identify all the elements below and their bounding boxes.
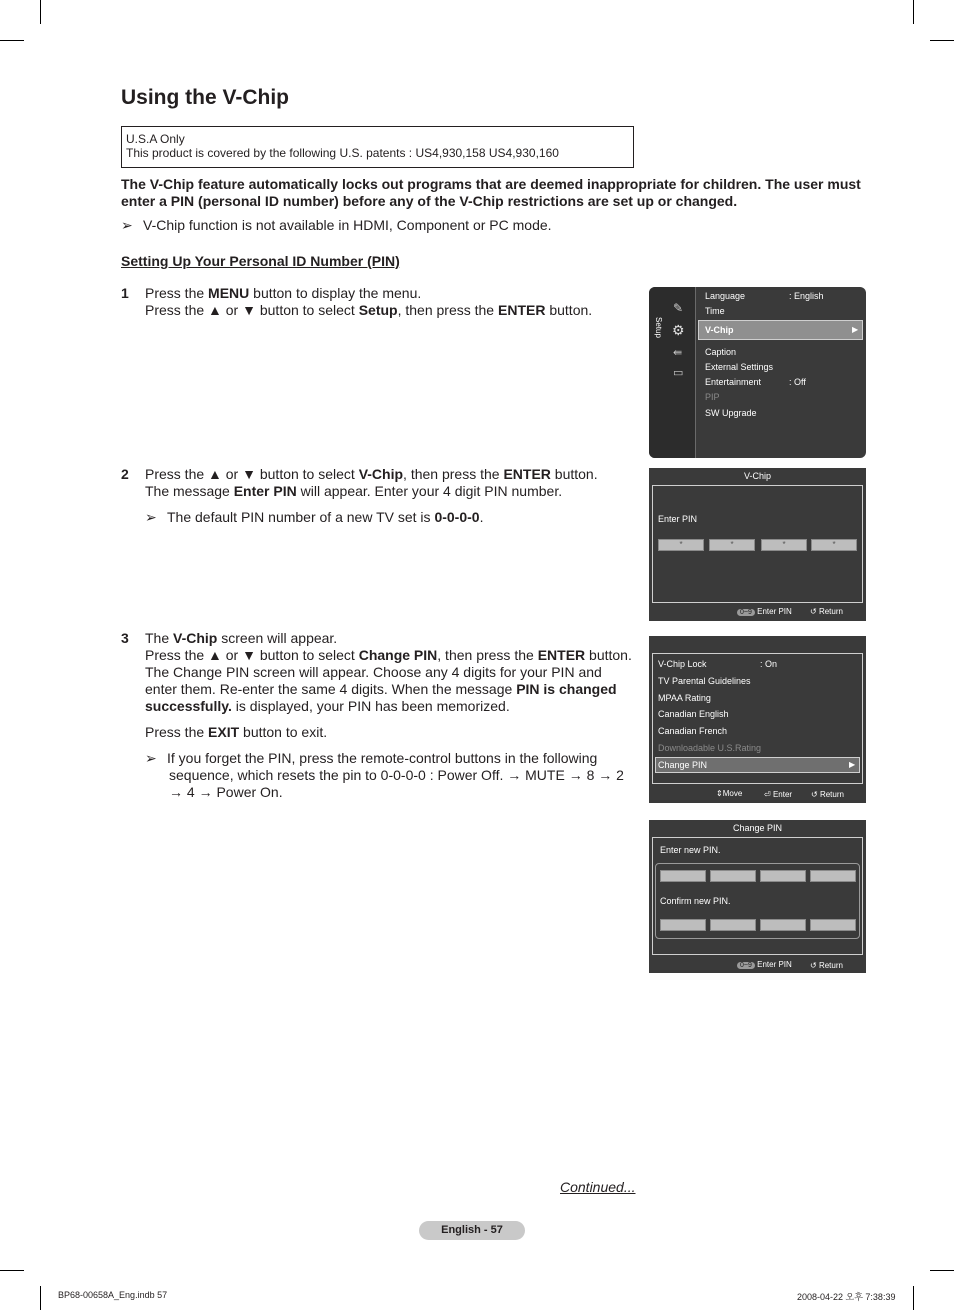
menu-sidebar (649, 287, 695, 458)
enter-pin-prompt: Enter PIN (658, 514, 698, 524)
chevron-right-icon: ▶ (849, 760, 856, 769)
footer-enter[interactable]: ⏎ Enter (764, 790, 793, 799)
menu-item-vchip[interactable]: V-Chip (705, 325, 734, 335)
new-pin-digit-1[interactable] (660, 870, 706, 882)
note-arrow-icon: ➢ (121, 217, 133, 233)
enter-icon: ⏎ (764, 790, 771, 799)
enter-pin-screen (649, 468, 866, 621)
intro-note (121, 217, 552, 234)
confirm-pin-digit-3[interactable] (760, 919, 806, 931)
input-icon: ⇚ (673, 347, 683, 359)
change-pin-screen (649, 820, 866, 973)
step-1 (121, 285, 636, 319)
step-2-line-1: Press the ▲ or ▼ button to select V-Chip, then press the ENTER button. (145, 466, 598, 482)
step-3-note: ➢ If you forget the PIN, press the remote-control buttons in the following sequence, which resets the pin to 0-0-0-0 : Power Off. → MUTE → 8 → 2 → 4 → Power On. (145, 750, 624, 800)
footer-return[interactable]: ↺ Return (810, 961, 843, 970)
patent-text: This product is covered by the following U.S. patents : US4,930,158 US4,930,160 (126, 146, 559, 160)
file-meta: BP68-00658A_Eng.indb 57 (58, 1290, 168, 1300)
menu-item-tv-parental[interactable]: TV Parental Guidelines (658, 676, 751, 686)
menu-item-entertainment[interactable]: Entertainment (705, 377, 762, 387)
new-pin-digit-3[interactable] (760, 870, 806, 882)
menu-item-change-pin[interactable]: Change PIN (658, 760, 708, 770)
footer-enter-pin: 0~9 Enter PIN (737, 607, 792, 616)
step-3-line-1: The V-Chip screen will appear. (145, 630, 338, 646)
digit-key-icon: 0~9 (737, 609, 755, 616)
menu-item-canadian-english[interactable]: Canadian English (658, 709, 729, 719)
page-title: Using the V-Chip (121, 86, 289, 109)
intro-paragraph: The V-Chip feature automatically locks out programs that are deemed inappropriate for children. The user must enter a PIN (personal ID number) before any of the V-Chip restrictions are set up or changed. (121, 176, 861, 209)
confirm-pin-digit-1[interactable] (660, 919, 706, 931)
pin-digit-4[interactable]: * (811, 539, 857, 551)
footer-move: ⇕Move (716, 789, 743, 798)
confirm-pin-digit-4[interactable] (810, 919, 856, 931)
menu-item-canadian-french[interactable]: Canadian French (658, 726, 728, 736)
menu-item-entertainment-value: : Off (789, 377, 806, 387)
patent-region: U.S.A Only (126, 132, 185, 146)
support-icon: ▭ (673, 367, 684, 379)
menu-item-language-value: : English (789, 291, 824, 301)
patent-notice-box (121, 126, 634, 168)
menu-item-sw-upgrade[interactable]: SW Upgrade (705, 408, 757, 418)
step-2 (121, 466, 636, 526)
new-pin-digit-4[interactable] (810, 870, 856, 882)
menu-item-pip: PIP (705, 392, 720, 402)
menu-item-downloadable-rating: Downloadable U.S.Rating (658, 743, 762, 753)
menu-item-time[interactable]: Time (705, 306, 725, 316)
return-icon: ↺ (810, 607, 817, 616)
step-number: 3 (121, 630, 129, 646)
pin-digit-3[interactable]: * (761, 539, 807, 551)
menu-item-mpaa[interactable]: MPAA Rating (658, 693, 711, 703)
timestamp-meta: 2008-04-22 오후 7:38:39 (797, 1292, 896, 1302)
intro-note-text: V-Chip function is not available in HDMI, Component or PC mode. (143, 217, 552, 233)
vchip-menu-screen (649, 636, 866, 803)
step-1-line-2: Press the ▲ or ▼ button to select Setup, then press the ENTER button. (145, 302, 593, 318)
note-arrow-icon: ➢ (145, 750, 157, 766)
sidebar-label: Setup (654, 317, 663, 338)
menu-item-vchip-lock[interactable]: V-Chip Lock (658, 659, 707, 669)
return-icon: ↺ (811, 790, 818, 799)
pin-digit-2[interactable]: * (709, 539, 755, 551)
new-pin-digit-2[interactable] (710, 870, 756, 882)
section-subheading: Setting Up Your Personal ID Number (PIN) (121, 253, 400, 269)
updown-icon: ⇕ (716, 789, 723, 798)
screen-title: Change PIN (732, 823, 783, 833)
footer-return[interactable]: ↺ Return (811, 790, 844, 799)
footer-return[interactable]: ↺ Return (810, 607, 843, 616)
picture-icon: ✎ (673, 301, 684, 315)
step-3-line-2: Press the ▲ or ▼ button to select Change PIN, then press the ENTER button. (145, 647, 632, 663)
step-number: 2 (121, 466, 129, 482)
pin-digit-1[interactable]: * (658, 539, 704, 551)
step-1-line-1: Press the MENU button to display the menu. (145, 285, 422, 301)
digit-key-icon: 0~9 (737, 962, 755, 969)
return-icon: ↺ (810, 961, 817, 970)
gear-icon: ⚙ (672, 322, 685, 338)
step-3 (121, 630, 636, 801)
menu-item-external-settings[interactable]: External Settings (705, 362, 774, 372)
continued-label: Continued... (560, 1179, 636, 1195)
confirm-pin-digit-2[interactable] (710, 919, 756, 931)
step-number: 1 (121, 285, 129, 301)
footer-enter-pin: 0~9 Enter PIN (737, 960, 792, 969)
step-2-line-2: The message Enter PIN will appear. Enter your 4 digit PIN number. (145, 483, 563, 499)
menu-item-vchip-lock-value: : On (760, 659, 778, 669)
note-arrow-icon: ➢ (145, 509, 157, 525)
step-3-line-4: Press the EXIT button to exit. (145, 724, 328, 740)
setup-menu-screen (649, 287, 866, 458)
chevron-right-icon: ▶ (852, 325, 859, 334)
step-2-note: ➢ The default PIN number of a new TV set is 0-0-0-0. (145, 509, 484, 525)
menu-item-language[interactable]: Language (705, 291, 746, 301)
screen-title: V-Chip (743, 471, 771, 481)
confirm-pin-label: Confirm new PIN. (660, 896, 731, 906)
step-3-line-3: The Change PIN screen will appear. Choose any 4 digits for your PIN and enter them. Re-enter the same 4 digits. When the message PIN is changed successfully. is displayed, your PIN has been memorized. (145, 664, 617, 714)
page-number-badge: English - 57 (419, 1221, 525, 1240)
menu-item-caption[interactable]: Caption (705, 347, 737, 357)
new-pin-label: Enter new PIN. (660, 845, 721, 855)
